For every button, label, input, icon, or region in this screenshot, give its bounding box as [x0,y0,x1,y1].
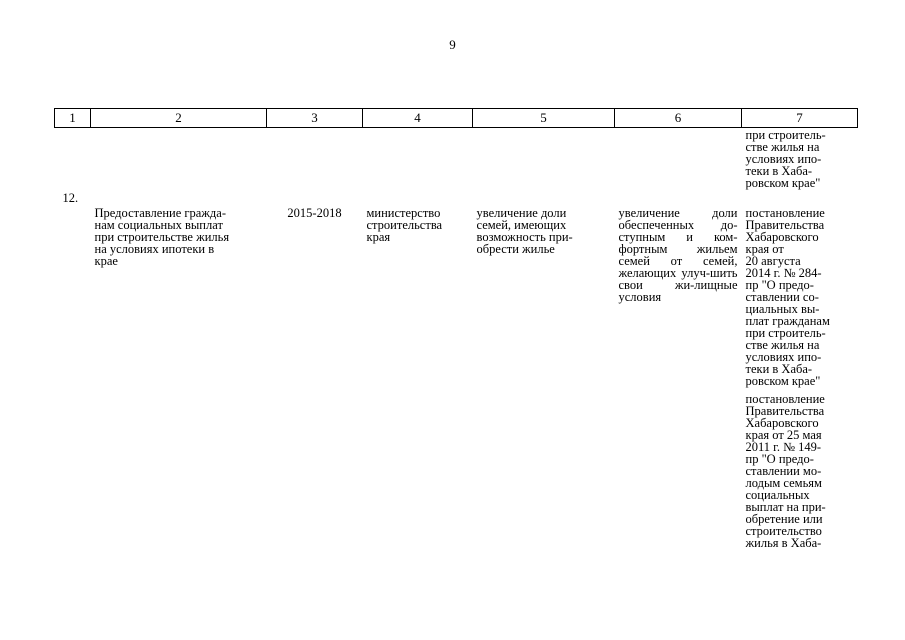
legal-document-1: постановление Правительства Хабаровского края от 20 августа 2014 г. № 284- пр "О предо- ставлении со- циальных вы- плат гражданам при строитель- стве жилья на условиях ипо- теки в Хаба- ровском крае" [745,206,830,388]
header-col-7: 7 [742,109,858,128]
table-row-12 [55,189,858,555]
legal-document-2: постановление Правительства Хабаровского края от 25 мая 2011 г. № 149- пр "О предо- ставлении мо- лодым семьям социальных выплат на при- обретение или строительство жилья в Хаба- [745,392,826,550]
target-indicator: увеличение доли обеспеченных до-ступным и ком-фортным жильем семей от семей, желающих улуч-шить свои жи-лищные условия [618,206,738,304]
implementation-period: 2015-2018 [287,206,342,220]
header-col-1: 1 [55,109,91,128]
continuation-row [55,128,858,190]
row-number: 12. [62,191,79,205]
continuation-docs-text: при строитель- стве жилья на условиях ипо- теки в Хаба- ровском крае" [745,128,826,190]
continuation-docs-cell [742,128,858,190]
table-header-row [55,109,858,128]
header-col-3: 3 [267,109,363,128]
measure-name: Предоставление гражда- нам социальных выплат при строительстве жилья на условиях ипотеки в крае [94,206,230,268]
header-col-6: 6 [615,109,742,128]
document-table [54,108,858,555]
header-col-5: 5 [473,109,615,128]
expected-result: увеличение доли семей, имеющих возможность при- обрести жилье [476,206,573,256]
header-col-4: 4 [363,109,473,128]
page-number: 9 [449,37,456,52]
header-col-2: 2 [91,109,267,128]
responsible-executor: министерство строительства края [366,206,443,244]
